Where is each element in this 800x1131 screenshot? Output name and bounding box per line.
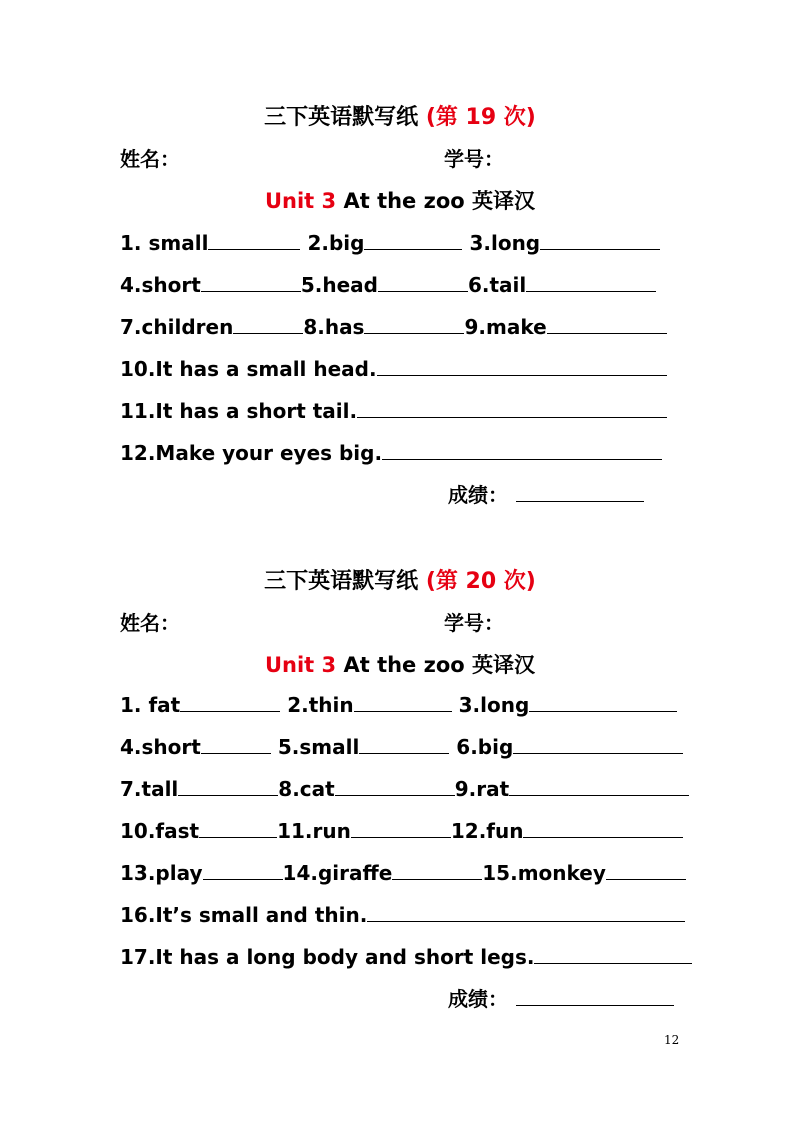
score-blank[interactable] bbox=[516, 983, 674, 1006]
question-row bbox=[120, 772, 689, 806]
answer-blank[interactable] bbox=[201, 269, 301, 292]
question-item: 17.It has a long body and short legs. bbox=[120, 945, 535, 969]
answer-blank[interactable] bbox=[526, 269, 656, 292]
question-item: 5.head bbox=[300, 273, 378, 297]
sheet-title-text: 三下英语默写纸 bbox=[264, 105, 419, 130]
question-item: 3.long bbox=[469, 231, 541, 255]
unit-number: Unit 3 bbox=[264, 189, 337, 213]
question-row bbox=[120, 856, 686, 890]
answer-blank[interactable] bbox=[534, 941, 692, 964]
question-item: 10.fast bbox=[120, 819, 200, 843]
question-row bbox=[120, 730, 683, 764]
answer-blank[interactable] bbox=[201, 731, 271, 754]
score-blank[interactable] bbox=[516, 479, 644, 502]
score-line bbox=[448, 478, 644, 512]
question-item: 6.big bbox=[456, 735, 514, 759]
answer-blank[interactable] bbox=[364, 227, 462, 250]
answer-blank[interactable] bbox=[513, 731, 683, 754]
question-row bbox=[120, 814, 683, 848]
question-item: 14.giraffe bbox=[282, 861, 393, 885]
unit-name: At the zoo 英译汉 bbox=[336, 189, 535, 213]
question-item: 15.monkey bbox=[482, 861, 606, 885]
answer-blank[interactable] bbox=[509, 773, 689, 796]
answer-blank[interactable] bbox=[335, 773, 455, 796]
answer-blank[interactable] bbox=[392, 857, 482, 880]
question-item: 10.It has a small head. bbox=[120, 357, 377, 381]
question-item: 7.tall bbox=[120, 777, 179, 801]
answer-blank[interactable] bbox=[354, 689, 452, 712]
question-item: 1. fat bbox=[120, 693, 181, 717]
question-item: 11.run bbox=[277, 819, 351, 843]
question-row bbox=[120, 310, 667, 344]
question-item: 16.It’s small and thin. bbox=[120, 903, 368, 927]
question-row bbox=[120, 394, 667, 428]
question-item: 6.tail bbox=[467, 273, 527, 297]
answer-blank[interactable] bbox=[364, 311, 464, 334]
question-row bbox=[120, 436, 662, 470]
answer-blank[interactable] bbox=[547, 311, 667, 334]
sheet-title-count: (第 20 次) bbox=[425, 569, 536, 594]
question-item: 11.It has a short tail. bbox=[120, 399, 358, 423]
question-row bbox=[120, 940, 692, 974]
question-item: 3.long bbox=[458, 693, 530, 717]
answer-blank[interactable] bbox=[357, 395, 667, 418]
unit-title bbox=[0, 184, 800, 218]
answer-blank[interactable] bbox=[606, 857, 686, 880]
name-label: 姓名： bbox=[120, 147, 180, 171]
answer-blank[interactable] bbox=[208, 227, 300, 250]
question-item: 7.children bbox=[120, 315, 234, 339]
question-item: 2.big bbox=[307, 231, 365, 255]
question-row bbox=[120, 268, 656, 302]
question-row bbox=[120, 352, 667, 386]
answer-blank[interactable] bbox=[377, 353, 667, 376]
question-row bbox=[120, 688, 677, 722]
question-item: 4.short bbox=[120, 273, 201, 297]
score-line bbox=[448, 982, 674, 1016]
question-row bbox=[120, 898, 685, 932]
answer-blank[interactable] bbox=[359, 731, 449, 754]
answer-blank[interactable] bbox=[199, 815, 277, 838]
unit-name: At the zoo 英译汉 bbox=[336, 653, 535, 677]
question-item: 13.play bbox=[120, 861, 203, 885]
question-item: 12.Make your eyes big. bbox=[120, 441, 383, 465]
question-item: 4.short bbox=[120, 735, 201, 759]
question-item: 2.thin bbox=[287, 693, 354, 717]
answer-blank[interactable] bbox=[178, 773, 278, 796]
unit-number: Unit 3 bbox=[264, 653, 337, 677]
question-item: 12.fun bbox=[450, 819, 524, 843]
answer-blank[interactable] bbox=[233, 311, 303, 334]
question-item: 8.cat bbox=[278, 777, 335, 801]
answer-blank[interactable] bbox=[540, 227, 660, 250]
page-number: 12 bbox=[664, 1033, 680, 1047]
sheet-title-count: (第 19 次) bbox=[425, 105, 536, 130]
question-item: 9.make bbox=[464, 315, 547, 339]
question-item: 8.has bbox=[303, 315, 365, 339]
answer-blank[interactable] bbox=[203, 857, 283, 880]
sheet-title bbox=[0, 564, 800, 600]
name-label: 姓名： bbox=[120, 611, 180, 635]
sheet-title-text: 三下英语默写纸 bbox=[264, 569, 419, 594]
answer-blank[interactable] bbox=[180, 689, 280, 712]
score-label: 成绩： bbox=[448, 483, 508, 507]
student-id-label: 学号： bbox=[444, 611, 504, 635]
score-label: 成绩： bbox=[448, 987, 508, 1011]
student-id-label: 学号： bbox=[444, 147, 504, 171]
sheet-title bbox=[0, 100, 800, 136]
answer-blank[interactable] bbox=[382, 437, 662, 460]
question-item: 1. small bbox=[120, 231, 209, 255]
answer-blank[interactable] bbox=[378, 269, 468, 292]
question-item: 5.small bbox=[277, 735, 360, 759]
answer-blank[interactable] bbox=[529, 689, 677, 712]
unit-title bbox=[0, 648, 800, 682]
answer-blank[interactable] bbox=[351, 815, 451, 838]
answer-blank[interactable] bbox=[367, 899, 685, 922]
question-item: 9.rat bbox=[454, 777, 510, 801]
answer-blank[interactable] bbox=[523, 815, 683, 838]
question-row bbox=[120, 226, 660, 260]
